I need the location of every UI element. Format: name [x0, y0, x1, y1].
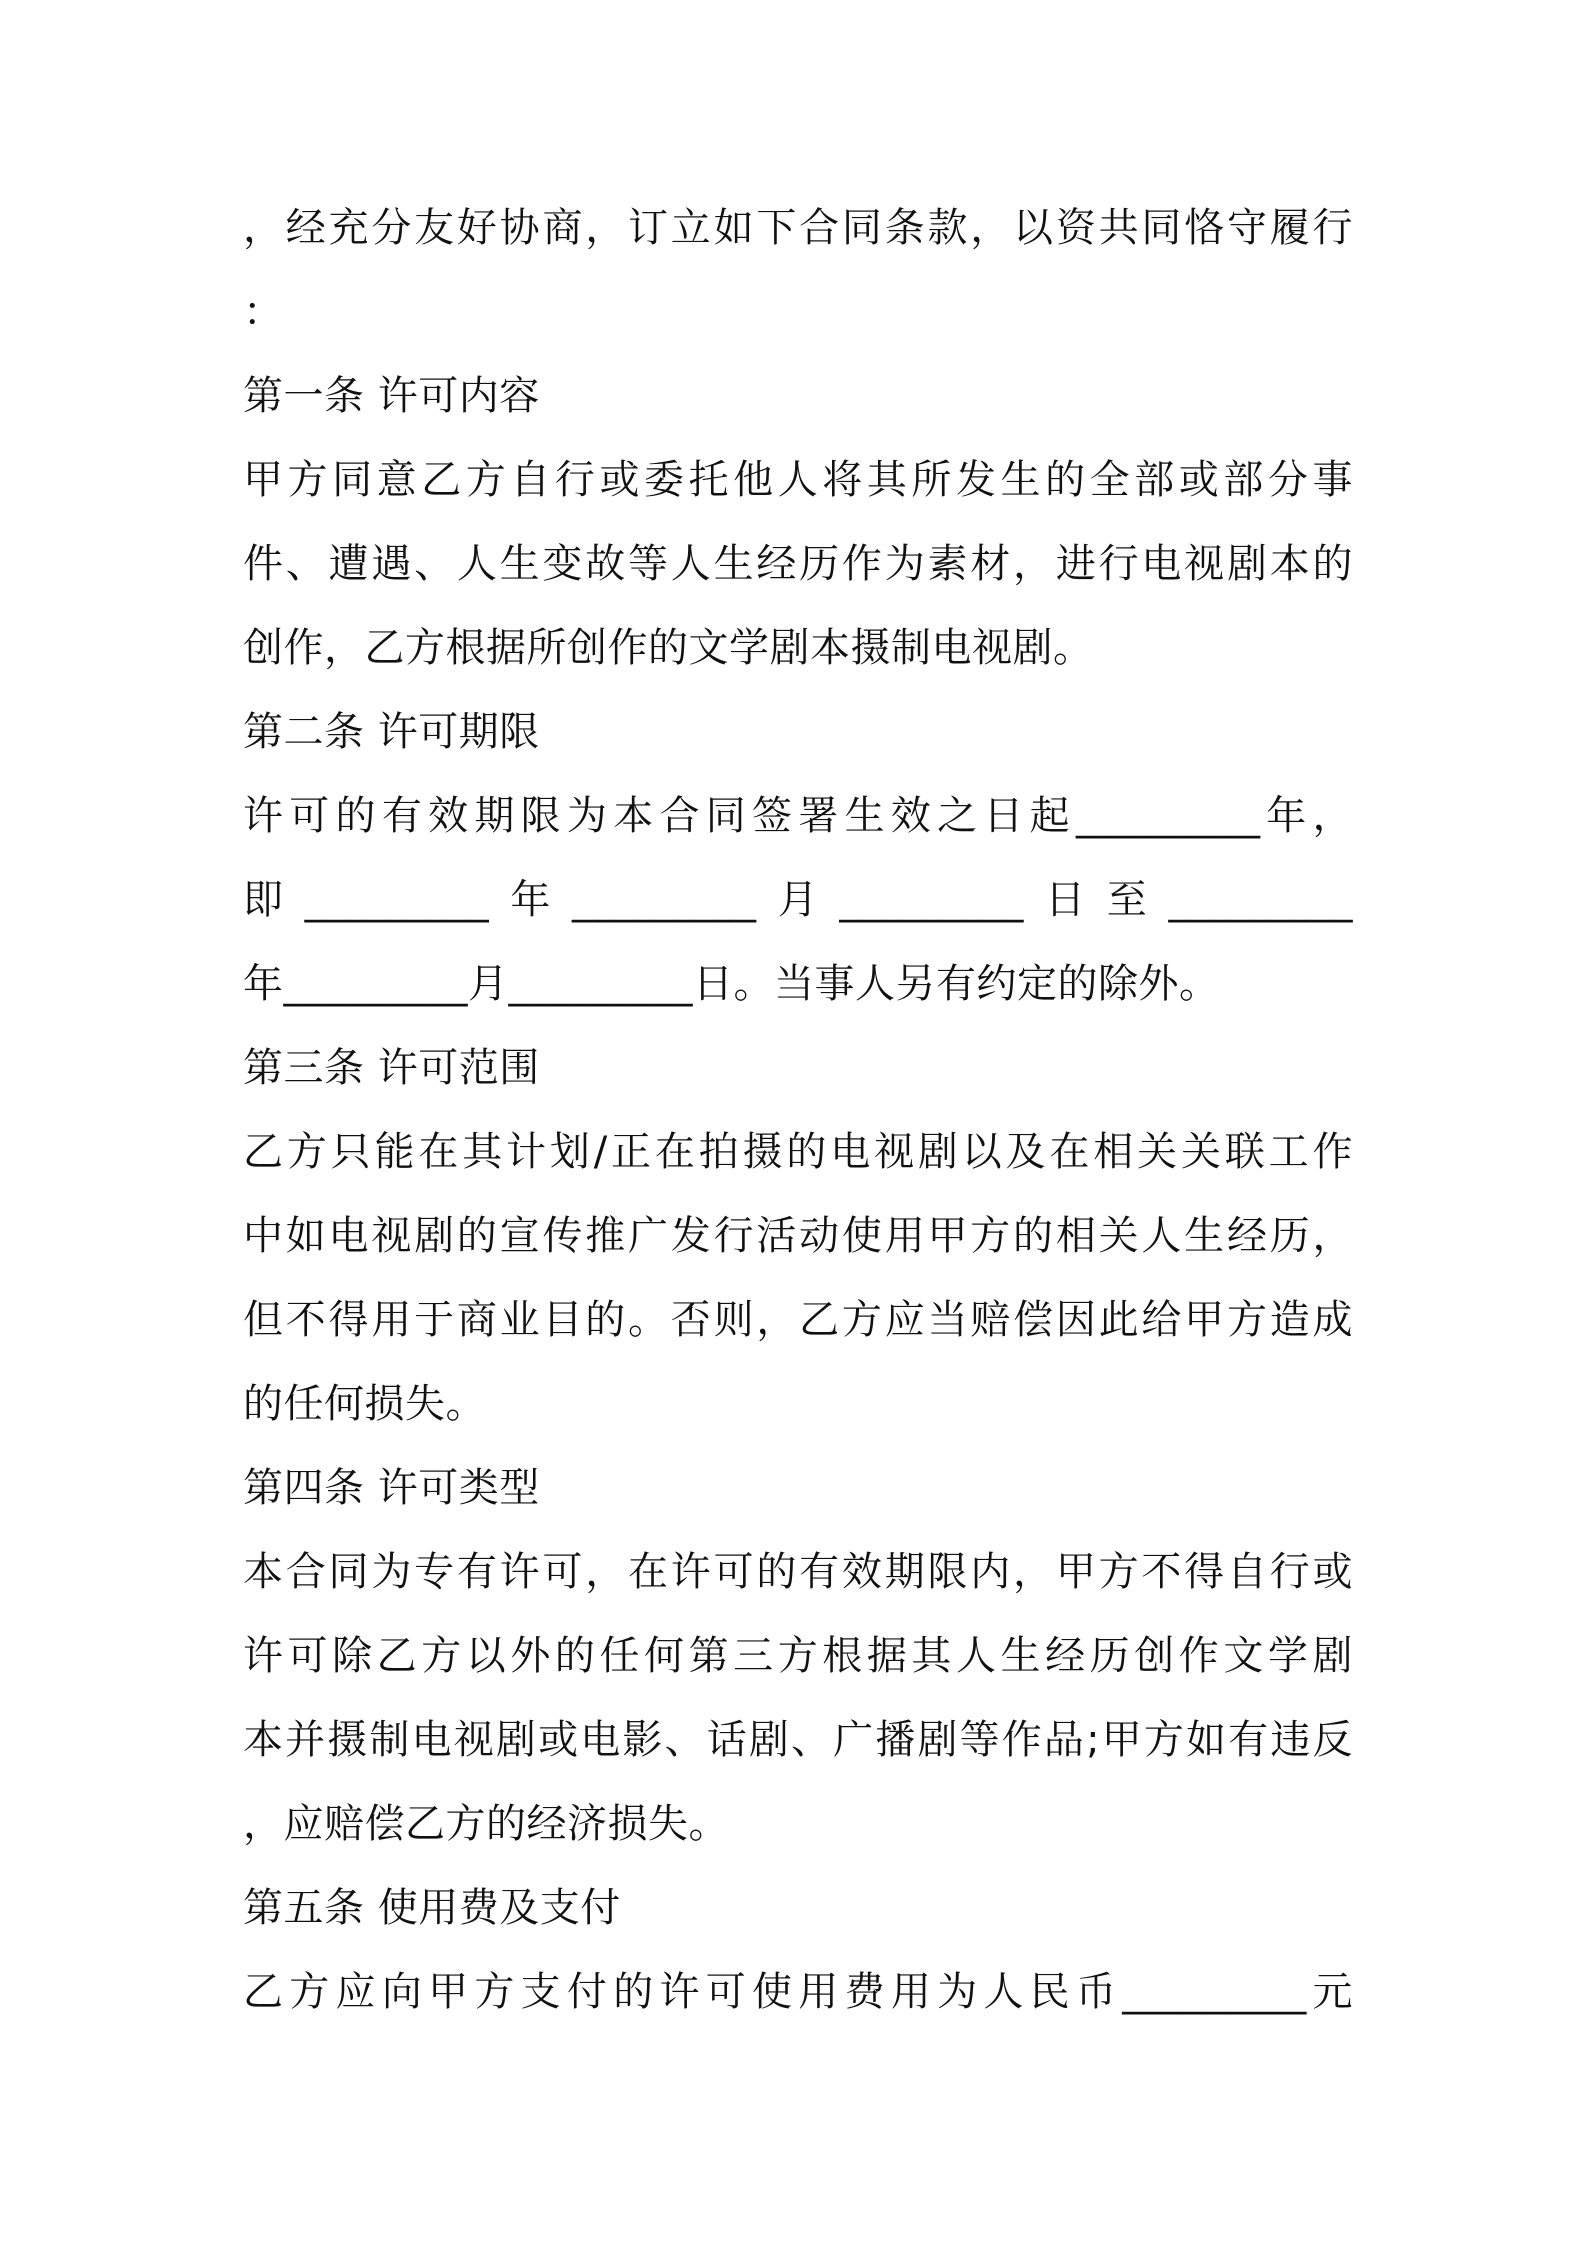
text-line-19: 本并摄制电视剧或电影、话剧、广播剧等作品;甲方如有违反 — [243, 1717, 1353, 1763]
text-line-6: 创作，乙方根据所创作的文学剧本摄制电视剧。 — [243, 625, 1094, 671]
text-line-20: ，应赔偿乙方的经济损失。 — [243, 1801, 729, 1847]
text-line-9: 即_________年_________月_________日至_________ — [243, 877, 1353, 923]
text-line-4: 甲方同意乙方自行或委托他人将其所发生的全部或部分事 — [243, 457, 1353, 503]
text-line-14: 但不得用于商业目的。否则，乙方应当赔偿因此给甲方造成 — [243, 1297, 1353, 1343]
heading-article-4: 第四条 许可类型 — [243, 1465, 540, 1511]
text-line-13: 中如电视剧的宣传推广发行活动使用甲方的相关人生经历， — [243, 1213, 1353, 1259]
heading-article-5: 第五条 使用费及支付 — [243, 1885, 621, 1931]
text-line-5: 件、遭遇、人生变故等人生经历作为素材，进行电视剧本的 — [243, 541, 1353, 587]
text-line-8: 许可的有效期限为本合同签署生效之日起_________年， — [243, 793, 1353, 839]
text-line-15: 的任何损失。 — [243, 1381, 486, 1427]
heading-article-2: 第二条 许可期限 — [243, 709, 540, 755]
heading-article-1: 第一条 许可内容 — [243, 373, 540, 419]
text-line-2: ： — [243, 289, 284, 335]
text-line-1: ，经充分友好协商，订立如下合同条款，以资共同恪守履行 — [243, 205, 1353, 251]
text-line-10: 年_________月_________日。当事人另有约定的除外。 — [243, 961, 1220, 1007]
text-line-12: 乙方只能在其计划/正在拍摄的电视剧以及在相关关联工作 — [243, 1129, 1353, 1175]
heading-article-3: 第三条 许可范围 — [243, 1045, 540, 1091]
text-line-17: 本合同为专有许可，在许可的有效期限内，甲方不得自行或 — [243, 1549, 1353, 1595]
text-line-18: 许可除乙方以外的任何第三方根据其人生经历创作文学剧 — [243, 1633, 1353, 1679]
text-line-22: 乙方应向甲方支付的许可使用费用为人民币_________元 — [243, 1969, 1353, 2015]
